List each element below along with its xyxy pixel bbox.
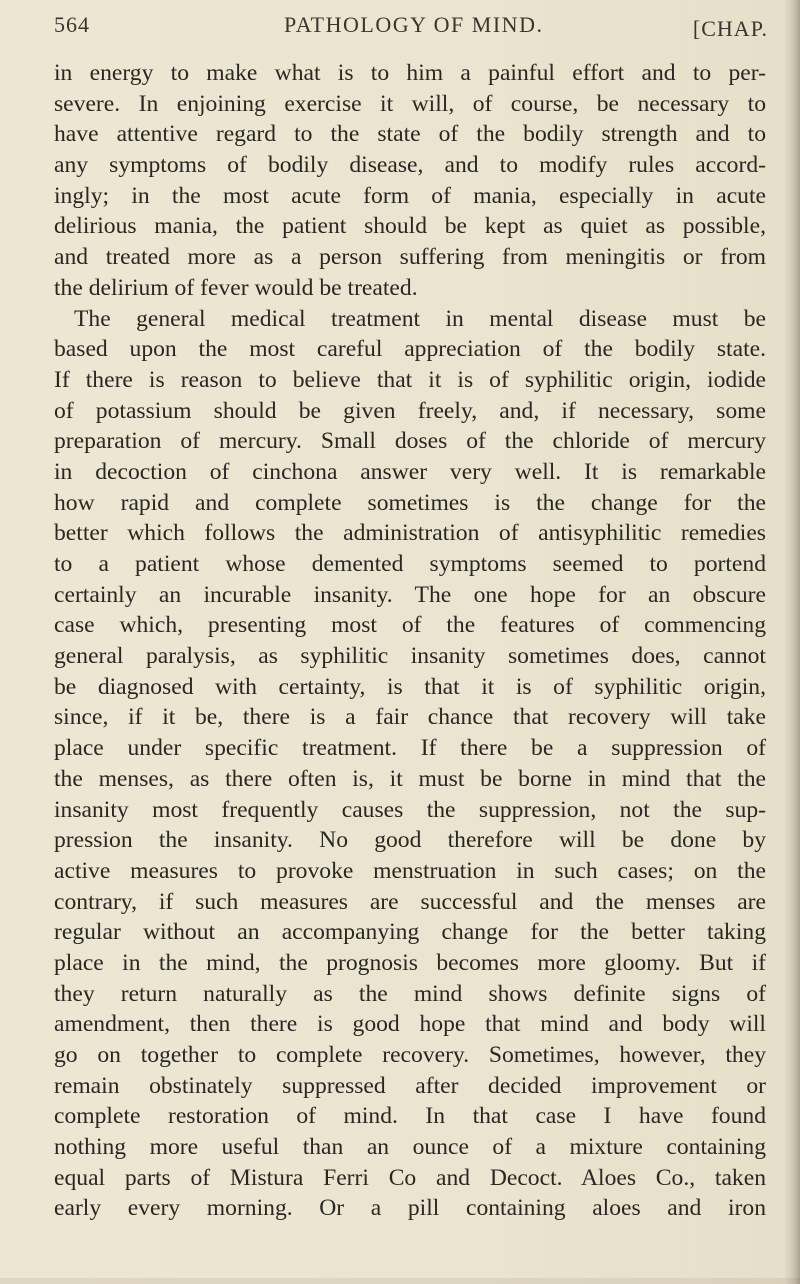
text-line: contrary, if such measures are successful and the menses are [54, 888, 766, 915]
text-line: in energy to make what is to him a painful effort and to per- [54, 60, 766, 86]
body-text [54, 58, 766, 1224]
text-line: have attentive regard to the state of the bodily strength and to [54, 121, 766, 148]
running-title: PATHOLOGY OF MIND. [284, 12, 544, 37]
text-line: delirious mania, the patient should be kept as quiet as possible, [54, 213, 766, 240]
text-line: ingly; in the most acute form of mania, especially in acute [54, 182, 766, 209]
text-line: case which, presenting most of the features of commencing [54, 612, 766, 639]
text-line: complete restoration of mind. In that case I have found [54, 1103, 766, 1130]
text-line: If there is reason to believe that it is of syphilitic origin, iodide [54, 366, 766, 393]
text-line: be diagnosed with certainty, is that it is of syphilitic origin, [54, 673, 766, 700]
text-line: the menses, as there often is, it must be borne in mind that the [54, 765, 766, 792]
text-line: and treated more as a person suffering from meningitis or from [54, 244, 766, 271]
text-line: to a patient whose demented symptoms seemed to portend [54, 551, 766, 577]
text-line: general paralysis, as syphilitic insanity sometimes does, cannot [54, 643, 766, 670]
text-line: any symptoms of bodily disease, and to modify rules accord- [54, 152, 766, 179]
text-line: pression the insanity. No good therefore will be done by [54, 827, 766, 854]
page-bottom-shade [0, 1278, 800, 1284]
page-number: 564 [54, 12, 90, 37]
text-line: severe. In enjoining exercise it will, of course, be necessary to [54, 90, 766, 117]
running-header [54, 8, 772, 48]
text-line: of potassium should be given freely, and, if necessary, some [54, 397, 766, 424]
text-line: place in the mind, the prognosis becomes more gloomy. But if [54, 949, 766, 976]
text-line: based upon the most careful appreciation of the bodily state. [54, 336, 766, 363]
text-line: active measures to provoke menstruation in such cases; on the [54, 857, 766, 884]
text-line: early every morning. Or a pill containing aloes and iron [54, 1195, 766, 1222]
text-line: go on together to complete recovery. Sometimes, however, they [54, 1042, 766, 1068]
page-edge-shadow [784, 0, 800, 1284]
text-line: remain obstinately suppressed after decided improvement or [54, 1072, 766, 1099]
text-line: place under specific treatment. If there be a suppression of [54, 735, 766, 762]
text-line: since, if it be, there is a fair chance that recovery will take [54, 704, 766, 731]
text-line: insanity most frequently causes the suppression, not the sup- [54, 796, 766, 823]
text-line: amendment, then there is good hope that mind and body will [54, 1011, 766, 1038]
text-line: preparation of mercury. Small doses of the chloride of mercury [54, 428, 766, 455]
text-line: certainly an incurable insanity. The one hope for an obscure [54, 581, 766, 608]
text-line: better which follows the administration of antisyphilitic remedies [54, 520, 766, 547]
text-line: equal parts of Mistura Ferri Co and Decoct. Aloes Co., taken [54, 1164, 766, 1191]
text-line: The general medical treatment in mental disease must be [74, 305, 766, 332]
text-line: nothing more useful than an ounce of a mixture containing [54, 1134, 766, 1161]
text-line: they return naturally as the mind shows definite signs of [54, 980, 766, 1007]
text-line: how rapid and complete sometimes is the change for the [54, 489, 766, 516]
text-line: regular without an accompanying change for the better taking [54, 919, 766, 946]
chapter-mark: [CHAP. [692, 16, 768, 41]
text-line: the delirium of fever would be treated. [54, 274, 418, 301]
text-line: in decoction of cinchona answer very well. It is remarkable [54, 458, 766, 485]
